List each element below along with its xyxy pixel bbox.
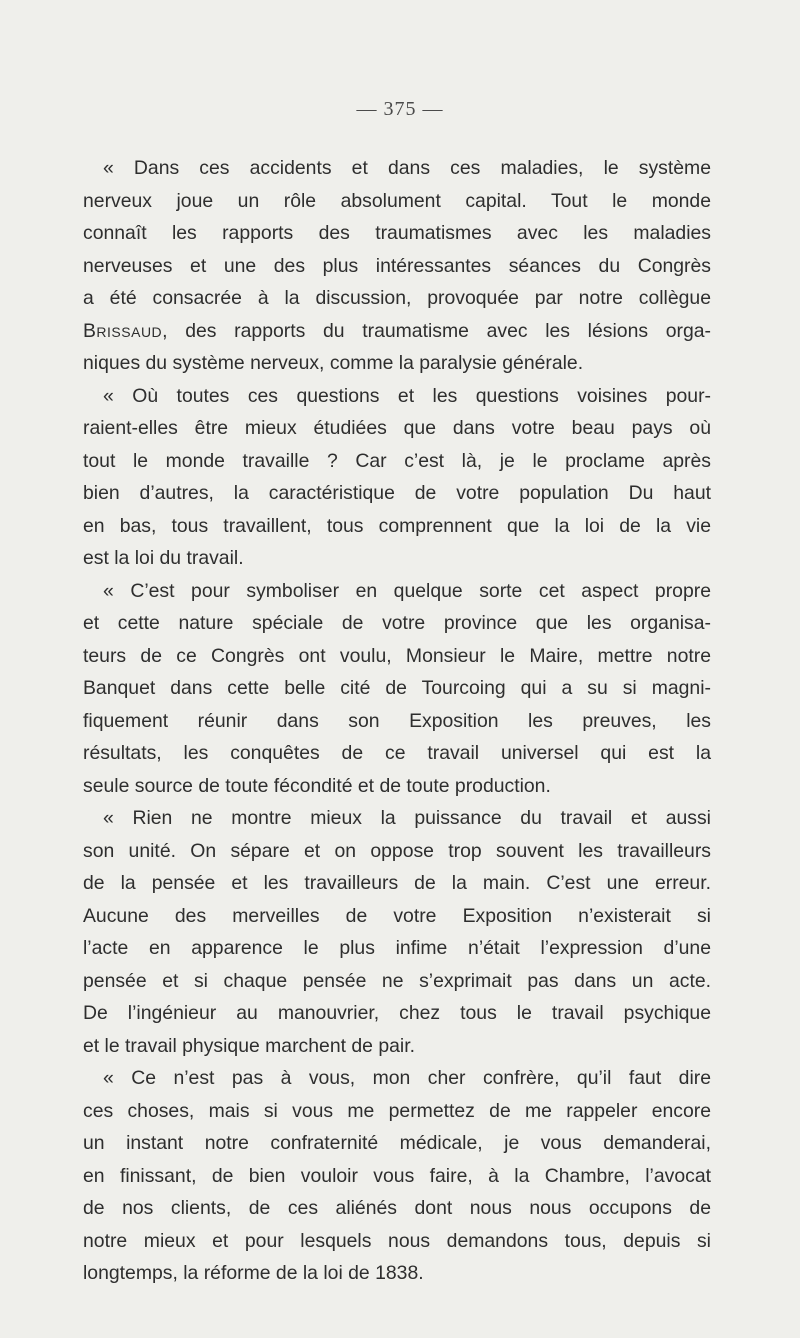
page-number: — 375 —: [356, 98, 444, 120]
text-line: a été consacrée à la discussion, provoquée par notre collègue: [83, 287, 711, 309]
text-line: nerveuses et une des plus intéressantes séances du Congrès: [83, 254, 711, 277]
text-line: Aucune des merveilles de votre Exposition n’existerait si: [83, 904, 711, 927]
body-text: [83, 152, 711, 1290]
text-line: Banquet dans cette belle cité de Tourcoing qui a su si magni-: [83, 677, 711, 699]
text-line: résultats, les conquêtes de ce travail universel qui est la: [83, 742, 711, 764]
text-line: niques du système nerveux, comme la paralysie générale.: [83, 352, 584, 374]
text-line: notre mieux et pour lesquels nous demandons tous, depuis si: [83, 1229, 711, 1252]
text-line: « Ce n’est pas à vous, mon cher confrère, qu’il faut dire: [103, 1067, 711, 1089]
text-line: « Où toutes ces questions et les questions voisines pour-: [103, 384, 711, 407]
text-line: connaît les rapports des traumatismes avec les maladies: [83, 222, 711, 244]
text-line: en bas, tous travaillent, tous comprennent que la loi de la vie: [83, 514, 711, 537]
text-line: nerveux joue un rôle absolument capital. Tout le monde: [83, 189, 711, 212]
text-line: De l’ingénieur au manouvrier, chez tous le travail psychique: [83, 1002, 711, 1024]
text-line: l’acte en apparence le plus infime n’était l’expression d’une: [83, 937, 711, 959]
text-line: teurs de ce Congrès ont voulu, Monsieur le Maire, mettre notre: [83, 644, 711, 667]
text-line: un instant notre confraternité médicale, je vous demanderai,: [83, 1132, 711, 1154]
text-line: est la loi du travail.: [83, 547, 244, 569]
text-line: « Dans ces accidents et dans ces maladies, le système: [103, 157, 711, 179]
text-line: de la pensée et les travailleurs de la main. C’est une erreur.: [83, 872, 711, 894]
text-line: tout le monde travaille ? Car c’est là, je le proclame après: [83, 449, 711, 472]
text-line: fiquement réunir dans son Exposition les preuves, les: [83, 709, 711, 732]
text-line: et cette nature spéciale de votre province que les organisa-: [83, 612, 711, 634]
text-line: seule source de toute fécondité et de toute production.: [83, 774, 551, 797]
author-name: Brissaud: [83, 319, 163, 342]
text-line: en finissant, de bien vouloir vous faire, à la Chambre, l’avocat: [83, 1164, 711, 1187]
text-line: raient-elles être mieux étudiées que dans votre beau pays où: [83, 417, 711, 439]
text-line: de nos clients, de ces aliénés dont nous nous occupons de: [83, 1197, 711, 1219]
text-line: « C’est pour symboliser en quelque sorte cet aspect propre: [103, 579, 711, 602]
text-line: son unité. On sépare et on oppose trop souvent les travailleurs: [83, 839, 711, 862]
text-line: Brissaud, des rapports du traumatisme avec les lésions orga-: [83, 319, 711, 342]
text-line: longtemps, la réforme de la loi de 1838.: [83, 1262, 424, 1284]
text-line: et le travail physique marchent de pair.: [83, 1034, 415, 1057]
text-line: ces choses, mais si vous me permettez de me rappeler encore: [83, 1099, 711, 1122]
text-line: bien d’autres, la caractéristique de votre population Du haut: [83, 482, 711, 504]
text-line: « Rien ne montre mieux la puissance du travail et aussi: [103, 807, 711, 829]
text-line: pensée et si chaque pensée ne s’exprimait pas dans un acte.: [83, 969, 711, 992]
